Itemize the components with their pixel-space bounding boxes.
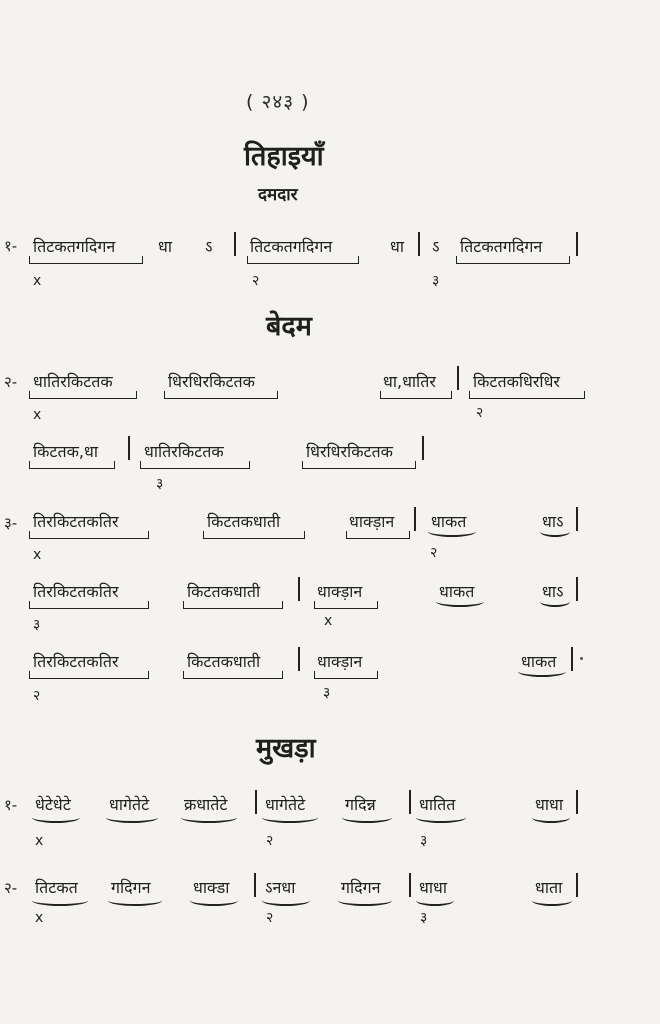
bol-token: धा,धातिर — [383, 372, 436, 391]
bol-token: धाऽ — [542, 582, 564, 601]
vibhag-bar — [298, 577, 300, 601]
bol-token: धाकत — [521, 652, 557, 671]
grouping-bracket — [183, 601, 283, 609]
bol-token: ऽ — [432, 237, 440, 256]
vibhag-bar — [254, 873, 256, 897]
row-number: १- — [4, 796, 18, 814]
vibhag-bar — [418, 232, 420, 256]
tali-mark: ३ — [420, 833, 428, 849]
bol-token: धाकत — [439, 582, 475, 601]
bol-token: किटतकधाती — [187, 582, 261, 601]
vibhag-bar — [128, 436, 130, 460]
grouping-bracket — [247, 256, 359, 264]
bol-token: धाक्ड़ान — [349, 512, 395, 531]
vibhag-bar — [576, 873, 578, 897]
grouping-bracket — [380, 391, 452, 399]
bol-token: तिटकत — [35, 878, 78, 897]
grouping-bracket — [29, 601, 149, 609]
grouping-bracket — [314, 601, 378, 609]
bol-token: क्रधातेटे — [184, 795, 228, 814]
vibhag-bar — [255, 790, 257, 814]
page-number: ( २४३ ) — [246, 91, 310, 113]
grouping-bracket — [203, 531, 305, 539]
bol-token: किटतकधिरधिर — [473, 372, 560, 391]
heading-tihaiyan: तिहाइयाँ — [244, 141, 324, 172]
grouping-bracket — [29, 531, 149, 539]
sam-mark: x — [33, 273, 42, 289]
row-number: २- — [4, 879, 18, 897]
vibhag-bar — [576, 507, 578, 531]
bol-token: ऽनधा — [265, 878, 296, 897]
bol-token: धेटेधेटे — [35, 795, 71, 814]
sam-mark: x — [324, 613, 333, 629]
grouping-bracket — [346, 531, 410, 539]
bol-token: धिरधिरकिटतक — [168, 372, 255, 391]
vibhag-bar — [576, 790, 578, 814]
heading-mukhda: मुखड़ा — [256, 733, 316, 764]
tali-mark: ३ — [33, 617, 41, 633]
tali-mark: ३ — [420, 910, 428, 926]
tali-mark: २ — [33, 688, 41, 704]
tali-mark: २ — [476, 405, 484, 421]
row-number: २- — [4, 373, 18, 391]
tali-mark: २ — [266, 833, 274, 849]
bol-token: तिरकिटतकतिर — [33, 582, 119, 601]
grouping-bracket — [302, 461, 416, 469]
grouping-bracket — [29, 256, 143, 264]
bol-token: किटतकधाती — [207, 512, 281, 531]
grouping-bracket — [469, 391, 585, 399]
vibhag-bar — [576, 232, 578, 256]
bol-token: गदिगन — [111, 878, 151, 897]
vibhag-bar — [571, 647, 573, 671]
bol-token: तिटकतगदिगन — [460, 237, 543, 256]
bol-token: धाक्ड़ान — [317, 582, 363, 601]
grouping-bracket — [140, 461, 250, 469]
row-number: १- — [4, 237, 18, 255]
bol-token: धा — [158, 237, 172, 256]
bol-token: गदिन्न — [345, 795, 376, 814]
bol-token: धाता — [535, 878, 563, 897]
tali-mark: २ — [252, 273, 260, 289]
bol-token: ऽ — [205, 237, 213, 256]
dot — [580, 657, 583, 660]
tali-mark: ३ — [323, 685, 331, 701]
vibhag-bar — [409, 790, 411, 814]
bol-token: धाधा — [419, 878, 447, 897]
vibhag-bar — [234, 232, 236, 256]
bol-token: गदिगन — [341, 878, 381, 897]
tali-mark: २ — [430, 545, 438, 561]
row-number: ३- — [4, 514, 18, 532]
grouping-bracket — [29, 461, 115, 469]
vibhag-bar — [414, 507, 416, 531]
vibhag-bar — [457, 366, 459, 390]
vibhag-bar — [298, 647, 300, 671]
bol-token: किटतकधाती — [187, 652, 261, 671]
subheading-damdar: दमदार — [258, 185, 298, 205]
grouping-bracket — [314, 671, 378, 679]
grouping-bracket — [29, 391, 137, 399]
tali-mark: ३ — [432, 273, 440, 289]
bol-token: धाऽ — [542, 512, 564, 531]
sam-mark: x — [33, 407, 42, 423]
sam-mark: x — [33, 547, 42, 563]
bol-token: धाकत — [431, 512, 467, 531]
grouping-bracket — [29, 671, 149, 679]
bol-token: तिरकिटतकतिर — [33, 512, 119, 531]
bol-token: तिटकतगदिगन — [250, 237, 333, 256]
vibhag-bar — [576, 577, 578, 601]
bol-token: धागेतेटे — [109, 795, 150, 814]
bol-token: धातिरकिटतक — [33, 372, 113, 391]
bol-token: तिरकिटतकतिर — [33, 652, 119, 671]
bol-token: धातिरकिटतक — [144, 442, 224, 461]
bol-token: किटतक,धा — [33, 442, 98, 461]
tali-mark: २ — [266, 910, 274, 926]
grouping-bracket — [456, 256, 570, 264]
sam-mark: x — [35, 910, 44, 926]
sam-mark: x — [35, 833, 44, 849]
grouping-bracket — [164, 391, 278, 399]
bol-token: धा — [390, 237, 404, 256]
vibhag-bar — [409, 873, 411, 897]
bol-token: तिटकतगदिगन — [33, 237, 116, 256]
bol-token: धागेतेटे — [265, 795, 306, 814]
vibhag-bar — [422, 436, 424, 460]
bol-token: धातित — [419, 795, 456, 814]
tali-mark: ३ — [156, 476, 164, 492]
bol-token: धिरधिरकिटतक — [306, 442, 393, 461]
bol-token: धाधा — [535, 795, 563, 814]
grouping-bracket — [183, 671, 283, 679]
heading-bedam: बेदम — [266, 311, 312, 342]
bol-token: धाक्ड़ान — [317, 652, 363, 671]
bol-token: धाक्डा — [193, 878, 230, 897]
